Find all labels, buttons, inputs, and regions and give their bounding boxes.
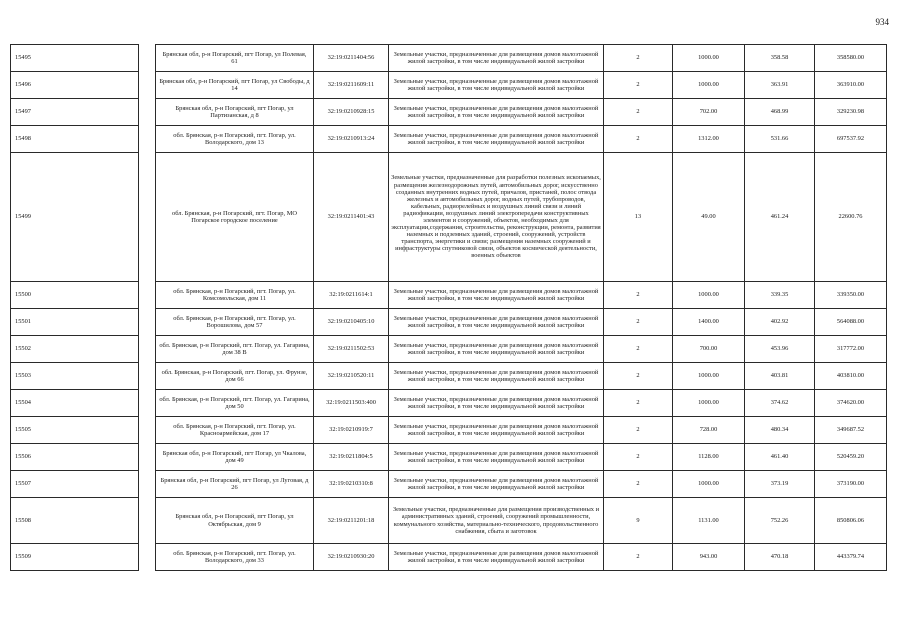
unit-value-cell: 461.24 — [745, 153, 815, 282]
land-use-cell: Земельные участки, предназначенные для размещения домов малоэтажной жилой застройки, в том числе индивидуальной жилой застройки — [389, 544, 604, 571]
unit-value-cell: 470.18 — [745, 544, 815, 571]
area-cell: 1400.00 — [673, 309, 745, 336]
cadastral-number-cell: 32:19:0210520:11 — [314, 363, 389, 390]
address-cell: обл. Брянская, р-н Погарский, пгт. Погар, МО Погарское городское поселение — [156, 153, 314, 282]
address-cell: обл. Брянская, р-н Погарский, пгт. Погар, ул. Гагарина, дом 38 В — [156, 336, 314, 363]
table-row — [11, 363, 887, 390]
cadastral-value-cell: 339350.00 — [815, 282, 887, 309]
category-code-cell: 2 — [604, 282, 673, 309]
area-cell: 1000.00 — [673, 45, 745, 72]
table-row — [11, 282, 887, 309]
cadastral-value-cell: 374620.00 — [815, 390, 887, 417]
address-cell: обл. Брянская, р-н Погарский, пгт. Погар, ул. Красноармейская, дом 17 — [156, 417, 314, 444]
land-use-cell: Земельные участки, предназначенные для размещения домов малоэтажной жилой застройки, в том числе индивидуальной жилой застройки — [389, 471, 604, 498]
spacer-cell — [139, 417, 156, 444]
table-row — [11, 498, 887, 544]
spacer-cell — [139, 45, 156, 72]
category-code-cell: 2 — [604, 336, 673, 363]
land-use-cell: Земельные участки, предназначенные для размещения домов малоэтажной жилой застройки, в том числе индивидуальной жилой застройки — [389, 309, 604, 336]
cadastral-number-cell: 32:19:0210405:10 — [314, 309, 389, 336]
unit-value-cell: 339.35 — [745, 282, 815, 309]
spacer-cell — [139, 282, 156, 309]
spacer-cell — [139, 444, 156, 471]
category-code-cell: 2 — [604, 99, 673, 126]
record-number: 15504 — [11, 390, 139, 417]
table-row — [11, 417, 887, 444]
table-row — [11, 72, 887, 99]
cadastral-value-cell: 373190.00 — [815, 471, 887, 498]
page-number: 934 — [875, 17, 889, 27]
record-number: 15506 — [11, 444, 139, 471]
area-cell: 700.00 — [673, 336, 745, 363]
record-number: 15501 — [11, 309, 139, 336]
land-use-cell: Земельные участки, предназначенные для размещения домов малоэтажной жилой застройки, в том числе индивидуальной жилой застройки — [389, 126, 604, 153]
unit-value-cell: 480.34 — [745, 417, 815, 444]
area-cell: 1131.00 — [673, 498, 745, 544]
record-number: 15508 — [11, 498, 139, 544]
cadastral-number-cell: 32:19:0211609:11 — [314, 72, 389, 99]
cadastral-number-cell: 32:19:0211502:53 — [314, 336, 389, 363]
address-cell: обл. Брянская, р-н Погарский, пгт. Погар, ул. Гагарина, дом 50 — [156, 390, 314, 417]
spacer-cell — [139, 363, 156, 390]
cadastral-value-cell: 349687.52 — [815, 417, 887, 444]
land-use-cell: Земельные участки, предназначенные для разработки полезных ископаемых, размещения железнодорожных путей, автомобильных дорог, искусственно созданных внутренних водных путей, причалов, пристаней, полос отвода железных и автомобильных дорог, водных путей, трубопроводов, кабельных, радиорелейных и воздушных линий связи и линий радиофикации, воздушных линий электропередачи конструктивных элементов и сооружений, объектов, необходимых для эксплуатации,содержания, строительства, реконструкции, ремонта, развития наземных и подземных зданий, строений, сооружений, устройств транспорта, энергетики и связи; размещения наземных сооружений и инфраструктуры спутниковой связи, объектов космической деятельности, военных объектов — [389, 153, 604, 282]
cadastral-value-cell: 22600.76 — [815, 153, 887, 282]
cadastral-value-cell: 697537.92 — [815, 126, 887, 153]
category-code-cell: 2 — [604, 544, 673, 571]
table-row — [11, 544, 887, 571]
cadastral-number-cell: 32:19:0210919:7 — [314, 417, 389, 444]
cadastral-value-cell: 329230.98 — [815, 99, 887, 126]
spacer-cell — [139, 99, 156, 126]
category-code-cell: 2 — [604, 390, 673, 417]
cadastral-number-cell: 32:19:0211201:18 — [314, 498, 389, 544]
land-use-cell: Земельные участки, предназначенные для размещения домов малоэтажной жилой застройки, в том числе индивидуальной жилой застройки — [389, 390, 604, 417]
record-number: 15499 — [11, 153, 139, 282]
area-cell: 943.00 — [673, 544, 745, 571]
land-use-cell: Земельные участки, предназначенные для размещения домов малоэтажной жилой застройки, в том числе индивидуальной жилой застройки — [389, 72, 604, 99]
address-cell: Брянская обл, р-н Погарский, пгт Погар, ул Свободы, д 14 — [156, 72, 314, 99]
spacer-cell — [139, 72, 156, 99]
cadastral-number-cell: 32:19:0211614:1 — [314, 282, 389, 309]
cadastral-number-cell: 32:19:0210913:24 — [314, 126, 389, 153]
table-row — [11, 45, 887, 72]
area-cell: 1128.00 — [673, 444, 745, 471]
cadastral-value-cell: 443379.74 — [815, 544, 887, 571]
record-number: 15495 — [11, 45, 139, 72]
category-code-cell: 2 — [604, 363, 673, 390]
records-sheet — [10, 44, 886, 571]
table-row — [11, 309, 887, 336]
category-code-cell: 2 — [604, 309, 673, 336]
cadastral-number-cell: 32:19:0211401:43 — [314, 153, 389, 282]
category-code-cell: 9 — [604, 498, 673, 544]
unit-value-cell: 752.26 — [745, 498, 815, 544]
unit-value-cell: 402.92 — [745, 309, 815, 336]
address-cell: обл. Брянская, р-н Погарский, пгт. Погар, ул. Володарского, дом 13 — [156, 126, 314, 153]
land-use-cell: Земельные участки, предназначенные для размещения производственных и административных зданий, строений, сооружений промышленности, коммунального хозяйства, материально-технического, продовольственного снабжения, сбыта и заготовок — [389, 498, 604, 544]
cadastral-number-cell: 32:19:0211404:56 — [314, 45, 389, 72]
unit-value-cell: 403.81 — [745, 363, 815, 390]
record-number: 15498 — [11, 126, 139, 153]
unit-value-cell: 358.58 — [745, 45, 815, 72]
category-code-cell: 2 — [604, 444, 673, 471]
category-code-cell: 2 — [604, 72, 673, 99]
spacer-cell — [139, 153, 156, 282]
spacer-cell — [139, 471, 156, 498]
cadastral-value-cell: 358580.00 — [815, 45, 887, 72]
category-code-cell: 2 — [604, 45, 673, 72]
address-cell: Брянская обл, р-н Погарский, пгт Погар, ул Партизанская, д 8 — [156, 99, 314, 126]
table-row — [11, 153, 887, 282]
unit-value-cell: 374.62 — [745, 390, 815, 417]
record-number: 15503 — [11, 363, 139, 390]
category-code-cell: 2 — [604, 471, 673, 498]
cadastral-value-cell: 363910.00 — [815, 72, 887, 99]
spacer-cell — [139, 309, 156, 336]
land-use-cell: Земельные участки, предназначенные для размещения домов малоэтажной жилой застройки, в том числе индивидуальной жилой застройки — [389, 45, 604, 72]
category-code-cell: 2 — [604, 126, 673, 153]
table-row — [11, 471, 887, 498]
category-code-cell: 2 — [604, 417, 673, 444]
spacer-cell — [139, 336, 156, 363]
land-use-cell: Земельные участки, предназначенные для размещения домов малоэтажной жилой застройки, в том числе индивидуальной жилой застройки — [389, 99, 604, 126]
spacer-cell — [139, 498, 156, 544]
land-records-table — [10, 44, 887, 571]
table-row — [11, 336, 887, 363]
cadastral-value-cell: 850806.06 — [815, 498, 887, 544]
cadastral-value-cell: 317772.00 — [815, 336, 887, 363]
unit-value-cell: 373.19 — [745, 471, 815, 498]
cadastral-number-cell: 32:19:0211804:5 — [314, 444, 389, 471]
land-use-cell: Земельные участки, предназначенные для размещения домов малоэтажной жилой застройки, в том числе индивидуальной жилой застройки — [389, 336, 604, 363]
address-cell: Брянская обл, р-н Погарский, пгт Погар, ул Полевая, 61 — [156, 45, 314, 72]
address-cell: обл. Брянская, р-н Погарский, пгт. Погар, ул. Ворошилова, дом 57 — [156, 309, 314, 336]
area-cell: 1000.00 — [673, 72, 745, 99]
area-cell: 1000.00 — [673, 471, 745, 498]
record-number: 15509 — [11, 544, 139, 571]
cadastral-number-cell: 32:19:0211503:400 — [314, 390, 389, 417]
table-body — [11, 45, 887, 571]
table-row — [11, 126, 887, 153]
land-use-cell: Земельные участки, предназначенные для размещения домов малоэтажной жилой застройки, в том числе индивидуальной жилой застройки — [389, 282, 604, 309]
area-cell: 702.00 — [673, 99, 745, 126]
address-cell: обл. Брянская, р-н Погарский, пгт. Погар, ул. Володарского, дом 33 — [156, 544, 314, 571]
cadastral-number-cell: 32:19:0210928:15 — [314, 99, 389, 126]
spacer-cell — [139, 390, 156, 417]
spacer-cell — [139, 544, 156, 571]
record-number: 15507 — [11, 471, 139, 498]
cadastral-value-cell: 520459.20 — [815, 444, 887, 471]
cadastral-number-cell: 32:19:0210310:8 — [314, 471, 389, 498]
address-cell: Брянская обл, р-н Погарский, пгт Погар, ул Октябрьская, дом 9 — [156, 498, 314, 544]
spacer-cell — [139, 126, 156, 153]
record-number: 15502 — [11, 336, 139, 363]
table-row — [11, 444, 887, 471]
address-cell: Брянская обл, р-н Погарский, пгт Погар, ул Луговая, д 26 — [156, 471, 314, 498]
area-cell: 49.00 — [673, 153, 745, 282]
area-cell: 728.00 — [673, 417, 745, 444]
cadastral-value-cell: 403810.00 — [815, 363, 887, 390]
record-number: 15500 — [11, 282, 139, 309]
category-code-cell: 13 — [604, 153, 673, 282]
cadastral-value-cell: 564088.00 — [815, 309, 887, 336]
area-cell: 1000.00 — [673, 282, 745, 309]
unit-value-cell: 461.40 — [745, 444, 815, 471]
land-use-cell: Земельные участки, предназначенные для размещения домов малоэтажной жилой застройки, в том числе индивидуальной жилой застройки — [389, 444, 604, 471]
address-cell: обл. Брянская, р-н Погарский, пгт. Погар, ул. Фрунзе, дом 66 — [156, 363, 314, 390]
area-cell: 1000.00 — [673, 363, 745, 390]
area-cell: 1312.00 — [673, 126, 745, 153]
land-use-cell: Земельные участки, предназначенные для размещения домов малоэтажной жилой застройки, в том числе индивидуальной жилой застройки — [389, 417, 604, 444]
table-row — [11, 390, 887, 417]
cadastral-number-cell: 32:19:0210930:20 — [314, 544, 389, 571]
record-number: 15497 — [11, 99, 139, 126]
unit-value-cell: 468.99 — [745, 99, 815, 126]
unit-value-cell: 363.91 — [745, 72, 815, 99]
land-use-cell: Земельные участки, предназначенные для размещения домов малоэтажной жилой застройки, в том числе индивидуальной жилой застройки — [389, 363, 604, 390]
record-number: 15505 — [11, 417, 139, 444]
unit-value-cell: 453.96 — [745, 336, 815, 363]
unit-value-cell: 531.66 — [745, 126, 815, 153]
address-cell: обл. Брянская, р-н Погарский, пгт. Погар, ул. Комсомольская, дом 11 — [156, 282, 314, 309]
address-cell: Брянская обл, р-н Погарский, пгт Погар, ул Чкалова, дом 49 — [156, 444, 314, 471]
area-cell: 1000.00 — [673, 390, 745, 417]
record-number: 15496 — [11, 72, 139, 99]
table-row — [11, 99, 887, 126]
